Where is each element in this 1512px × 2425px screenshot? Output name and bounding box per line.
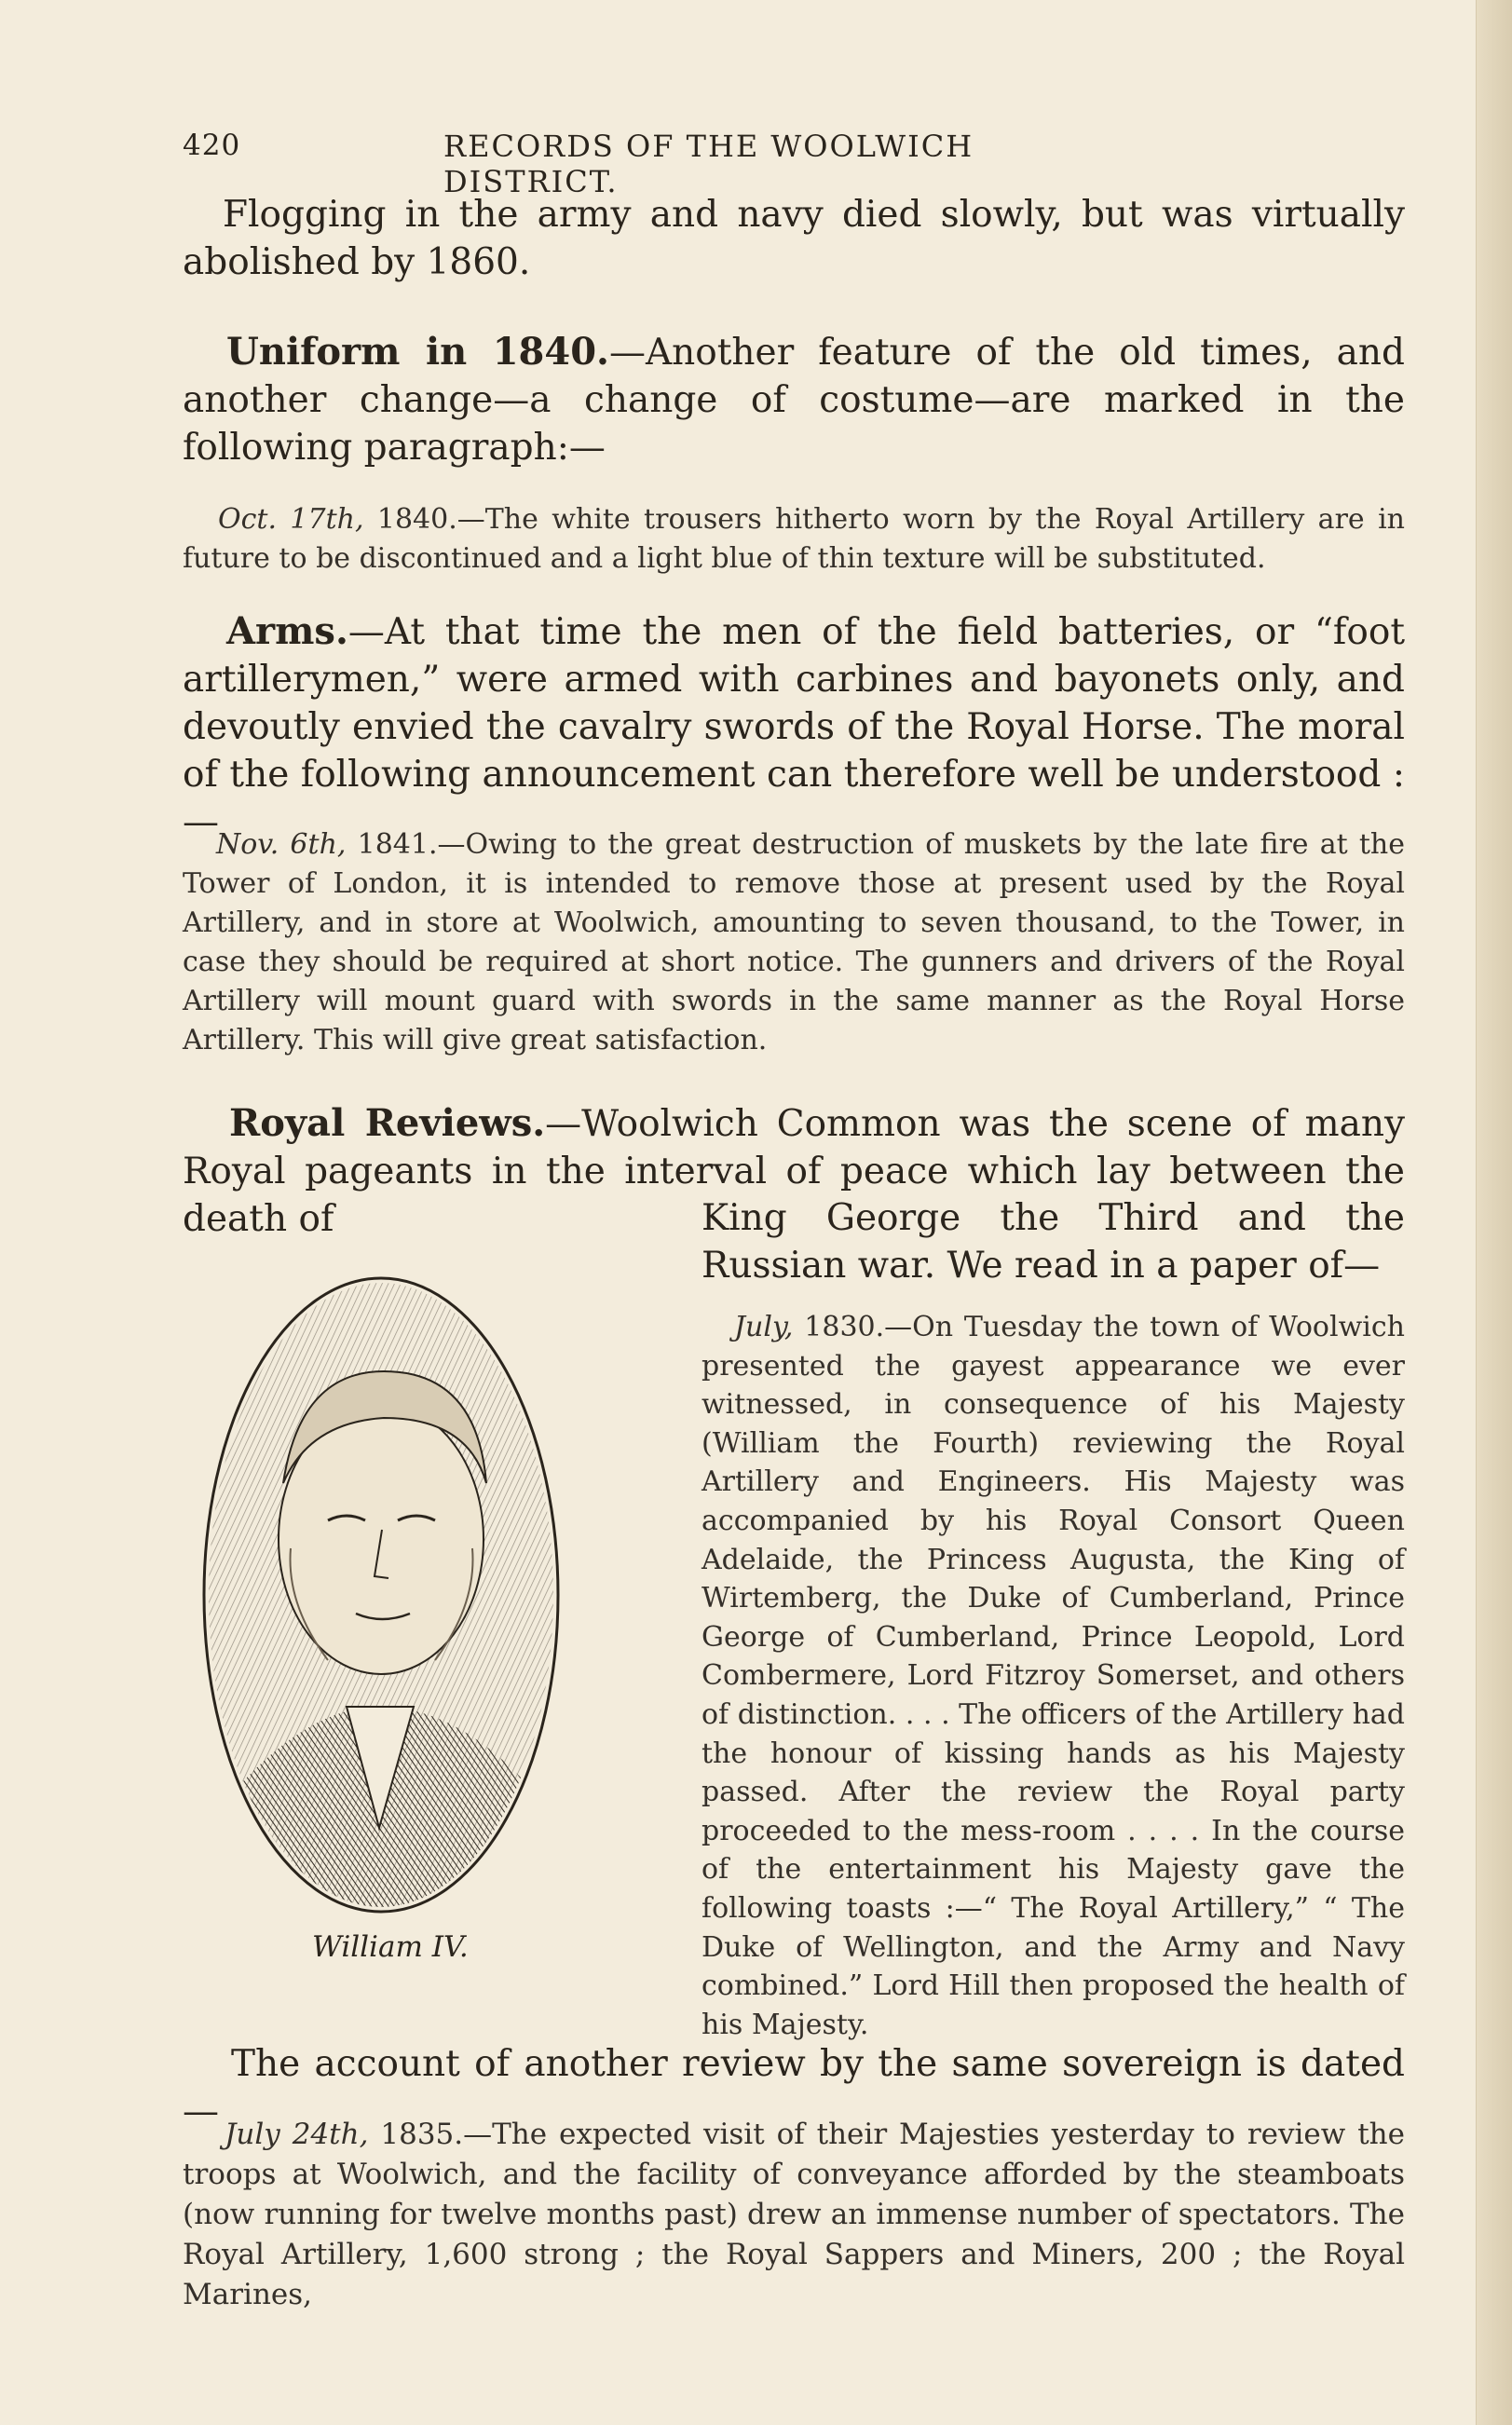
quote-date: Oct. 17th,	[218, 503, 364, 536]
quote-text: 1840.—The white trousers hitherto worn by the Royal Artillery are in future to be discontinued and a light blue of thin texture will be substituted.	[183, 503, 1405, 575]
portrait-caption: William IV.	[312, 1930, 469, 1964]
paragraph-text: —At that time the men of the field batteries, or “foot artillerymen,” were armed with carbines and bayonets only, and devoutly envied the cavalry swords of the Royal Horse. The moral of the following announcement can therefore well be understood :—	[183, 611, 1405, 843]
quote-oct-1840	[183, 500, 1405, 579]
quote-nov-1841	[183, 825, 1405, 1060]
paragraph-another-review: The account of another review by the same sovereign is dated—	[183, 2043, 1405, 2132]
paragraph-text: —Woolwich Common was the scene of many Royal pageants in the interval of peace which lay between the death of	[183, 1103, 1405, 1240]
quote-date: July 24th,	[225, 2118, 369, 2151]
quote-july-1830	[702, 1308, 1405, 2044]
quote-text: 1835.—The expected visit of their Majesties yesterday to review the troops at Woolwich, and the facility of conveyance afforded by the steamboats (now running for twelve months past) drew an immense number of spectators. The Royal Artillery, 1,600 strong ; the Royal Sappers and Miners, 200 ; the Royal Marines,	[183, 2118, 1405, 2311]
paragraph-uniform	[183, 328, 1405, 471]
page-header	[183, 129, 1151, 199]
quote-july-1835	[183, 2115, 1405, 2315]
section-heading-uniform: Uniform in 1840.	[226, 330, 609, 374]
quote-date: Nov. 6th,	[216, 828, 347, 861]
running-title: RECORDS OF THE WOOLWICH DISTRICT.	[443, 129, 974, 199]
page-edge	[1476, 0, 1512, 2425]
quote-text: 1841.—Owing to the great destruction of muskets by the late fire at the Tower of London, it is intended to remove those at present used by the Royal Artillery, and in store at Woolwich, amounting to seven thousand, to the Tower, in case they should be required at short notice. The gunners and drivers of the Royal Artillery will mount guard with swords in the same manner as the Royal Horse Artillery. This will give great satisfaction.	[183, 828, 1406, 1056]
page-number: 420	[183, 129, 241, 162]
paragraph-text: —Another feature of the old times, and another change—a change of costume—are marked in the following paragraph:—	[183, 332, 1406, 469]
portrait-william-iv	[198, 1269, 565, 1921]
paragraph-flogging: Flogging in the army and navy died slowly, but was virtually abolished by 1860.	[183, 194, 1405, 283]
quote-date: July,	[734, 1311, 794, 1343]
paragraph-royal-reviews-continued: King George the Third and the Russian war. We read in a paper of—	[702, 1197, 1405, 1287]
quote-text: 1830.—On Tuesday the town of Woolwich presented the gayest appearance we ever witnessed, in consequence of his Majesty (William the Fourth) reviewing the Royal Artillery and Engineers. His Majesty was accompanied by his Royal Consort Queen Adelaide, the Princess Augusta, the King of Wirtemberg, the Duke of Cumberland, Prince George of Cumberland, Prince Leopold, Lord Combermere, Lord Fitzroy Somerset, and others of distinction. . . . The officers of the Artillery had the honour of kissing hands as his Majesty passed. After the review the Royal party proceeded to the mess-room . . . . In the course of the entertainment his Majesty gave the following toasts :—“ The Royal Artillery,” “ The Duke of Wellington, and the Army and Navy combined.” Lord Hill then proposed the health of his Majesty.	[702, 1311, 1405, 2041]
section-heading-arms: Arms.	[226, 609, 348, 653]
paragraph-arms	[183, 607, 1405, 846]
section-heading-royal-reviews: Royal Reviews.	[229, 1101, 546, 1145]
